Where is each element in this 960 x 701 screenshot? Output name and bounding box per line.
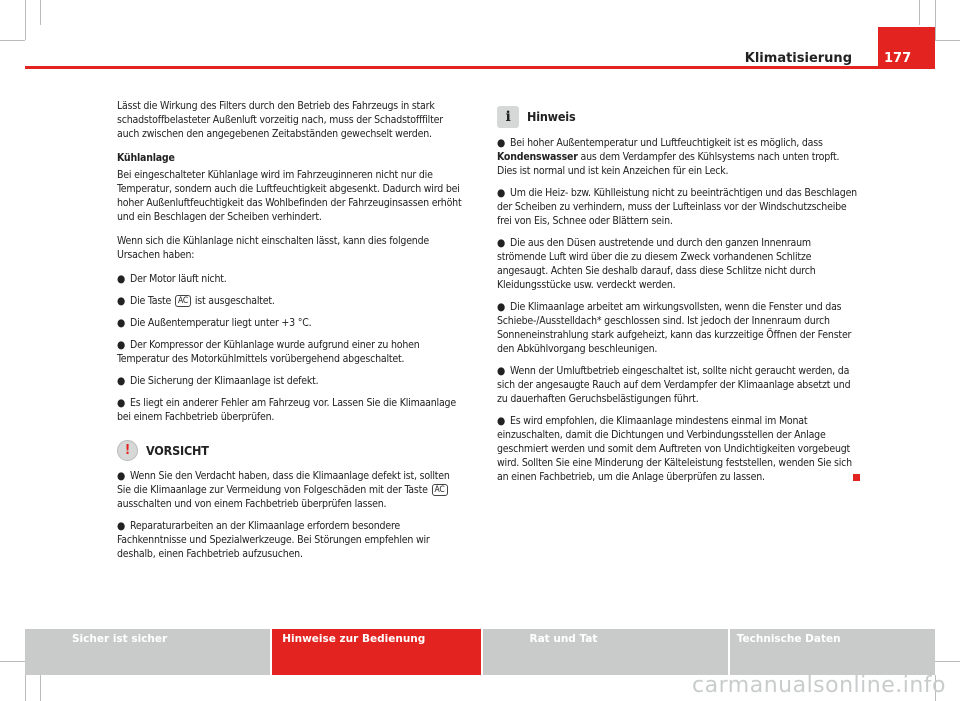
- footer-nav: [25, 629, 935, 675]
- note-item: ● Wenn der Umluftbetrieb eingeschaltet ist, sollte nicht geraucht werden, da sich der angesaugte Rauch auf dem Verdampfer der Klimaanlage absetzt und zu dauerhaften Geruchsbelästigungen führt.: [497, 365, 851, 405]
- bullet-dot: ●: [117, 375, 126, 387]
- left-column: [117, 99, 465, 569]
- caution-item: ● Wenn Sie den Verdacht haben, dass die Klimaanlage defekt ist, sollten Sie die Klimaanlage zur Vermeidung von Folgeschäden mit der Taste AC ausschalten und von einem Fachbetrieb überprüfen lassen.: [117, 470, 450, 510]
- footer-tab-rat-und-tat[interactable]: Rat und Tat: [483, 629, 728, 675]
- header-rule: [25, 66, 935, 69]
- bold-term: Kondenswasser: [497, 151, 578, 163]
- warning-icon: !: [117, 440, 138, 461]
- note-item: ● Die aus den Düsen austretende und durch den ganzen Innenraum strömende Luft wird über die zu diesem Zweck vorhandenen Schlitze angesaugt. Achten Sie deshalb darauf, dass diese Schlitze nicht durch Kleidungsstücke usw. verdeckt werden.: [497, 237, 816, 291]
- note-header: [497, 106, 857, 128]
- list-item: ● Es liegt ein anderer Fehler am Fahrzeug vor. Lassen Sie die Klimaanlage bei einem Fachbetrieb überprüfen.: [117, 397, 456, 423]
- crop-mark: [919, 0, 920, 25]
- paragraph: Wenn sich die Kühlanlage nicht einschalten lässt, kann dies folgende Ursachen haben:: [117, 235, 430, 261]
- crop-mark: [0, 40, 25, 41]
- list-item: ● Die Sicherung der Klimaanlage ist defekt.: [117, 375, 319, 387]
- note-item: ● Bei hoher Außentemperatur und Luftfeuchtigkeit ist es möglich, dass Kondenswasser aus dem Verdampfer des Kühlsystems nach unten tropft. Dies ist normal und ist kein Anzeichen für ein Leck.: [497, 137, 840, 177]
- bullet-dot: ●: [497, 187, 506, 199]
- crop-mark: [0, 661, 25, 662]
- section-end-marker: [853, 474, 860, 481]
- footer-tab-technische-daten[interactable]: Technische Daten: [730, 629, 935, 675]
- section-title: Klimatisierung: [744, 51, 852, 66]
- page-number: 177: [884, 51, 912, 66]
- footer-tab-hinweise-zur-bedienung[interactable]: Hinweise zur Bedienung: [272, 629, 480, 675]
- list-item: ● Die Taste AC ist ausgeschaltet.: [117, 295, 275, 307]
- note-item: ● Die Klimaanlage arbeitet am wirkungsvollsten, wenn die Fenster und das Schiebe-/Ausstelldach* geschlossen sind. Ist jedoch der Innenraum durch Sonneneinstrahlung stark aufgeheizt, kann das kurzzeitige Öffnen der Fenster den Abkühlvorgang beschleunigen.: [497, 301, 852, 355]
- ac-key-symbol: AC: [175, 295, 191, 307]
- caution-item: ● Reparaturarbeiten an der Klimaanlage erfordern besondere Fachkenntnisse und Spezialwerkzeuge. Bei Störungen empfehlen wir deshalb, einen Fachbetrieb aufzusuchen.: [117, 520, 430, 560]
- bullet-dot: ●: [117, 470, 126, 482]
- ac-key-symbol: AC: [432, 484, 448, 496]
- note-item: ● Es wird empfohlen, die Klimaanlage mindestens einmal im Monat einzuschalten, damit die Dichtungen und Verbindungsstellen der Anlage geschmiert werden und somit dem Auftreten von Undichtigkeiten vorgebeugt wird. Sollten Sie eine Minderung der Kälteleistung feststellen, wenden Sie sich an einen Fachbetrieb, um die Anlage überprüfen zu lassen.: [497, 414, 857, 484]
- bullet-dot: ●: [117, 339, 126, 351]
- crop-mark: [25, 675, 26, 701]
- crop-mark: [935, 661, 960, 662]
- note-title: Hinweis: [527, 109, 576, 124]
- subheading-kuehlanlage: Kühlanlage: [117, 152, 175, 164]
- footer-tab-sicher-ist-sicher[interactable]: Sicher ist sicher: [25, 629, 270, 675]
- bullet-dot: ●: [117, 520, 126, 532]
- crop-mark: [935, 40, 960, 41]
- bullet-dot: ●: [117, 295, 126, 307]
- list-item: ● Der Motor läuft nicht.: [117, 273, 227, 285]
- caution-title: VORSICHT: [146, 442, 209, 458]
- bullet-dot: ●: [117, 273, 126, 285]
- caution-header: [117, 440, 465, 461]
- bullet-dot: ●: [497, 365, 506, 377]
- right-column: [497, 106, 857, 492]
- bullet-dot: ●: [497, 237, 506, 249]
- note-item: ● Um die Heiz- bzw. Kühlleistung nicht zu beeinträchtigen und das Beschlagen der Scheiben zu verhindern, muss der Lufteinlass vor der Windschutzscheibe frei von Eis, Schnee oder Blättern sein.: [497, 187, 857, 227]
- intro-paragraph: Lässt die Wirkung des Filters durch den Betrieb des Fahrzeugs in stark schadstoffbelasteter Außenluft vorzeitig nach, muss der Schadstofffilter auch zwischen den angegebenen Zeitabständen gewechselt werden.: [117, 100, 443, 140]
- bullet-dot: ●: [497, 137, 506, 149]
- crop-mark: [25, 0, 26, 40]
- list-item: ● Der Kompressor der Kühlanlage wurde aufgrund einer zu hohen Temperatur des Motorkühlmittels vorübergehend abgeschaltet.: [117, 339, 420, 365]
- paragraph: Bei eingeschalteter Kühlanlage wird im Fahrzeuginneren nicht nur die Temperatur, sondern auch die Luftfeuchtigkeit abgesenkt. Dadurch wird bei hoher Außenluftfeuchtigkeit das Wohlbefinden der Fahrzeuginsassen erhöht und ein Beschlagen der Scheiben verhindert.: [117, 169, 462, 223]
- bullet-dot: ●: [497, 301, 506, 313]
- crop-mark: [935, 0, 936, 40]
- bullet-dot: ●: [117, 317, 126, 329]
- crop-mark: [40, 0, 41, 25]
- bullet-dot: ●: [117, 397, 126, 409]
- watermark: carmanualsonline.info: [692, 673, 946, 698]
- bullet-dot: ●: [497, 415, 506, 427]
- info-icon: i: [497, 106, 519, 128]
- crop-mark: [40, 675, 41, 701]
- list-item: ● Die Außentemperatur liegt unter +3 °C.: [117, 317, 312, 329]
